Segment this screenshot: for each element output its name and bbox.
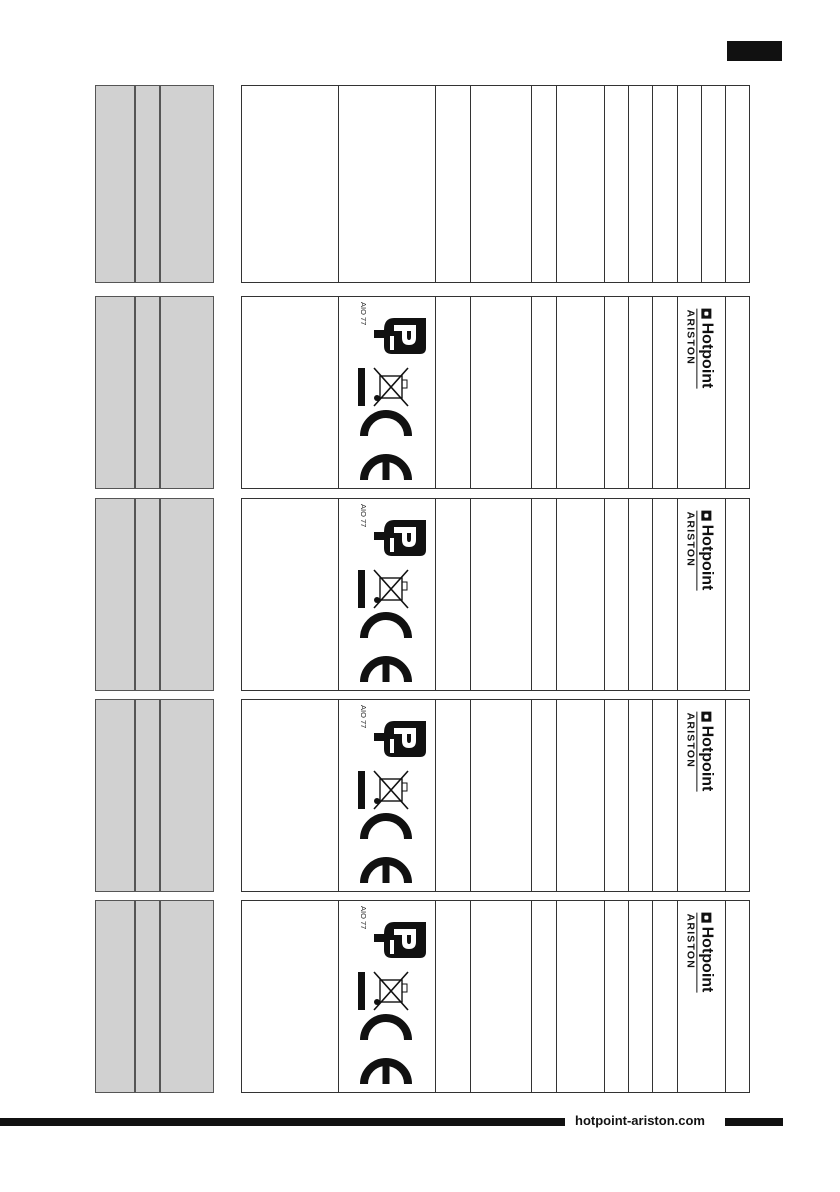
- hotpoint-square-icon: [702, 308, 712, 318]
- hotpoint-square-icon: [702, 711, 712, 721]
- data-table: [241, 498, 750, 691]
- gray-stripe-mid: [160, 498, 214, 691]
- weee-crossed-bin-icon: [356, 566, 414, 612]
- gray-stripe-wide: [95, 699, 135, 892]
- logo-name: Hotpoint: [698, 926, 716, 992]
- logo-name: Hotpoint: [698, 725, 716, 791]
- pct-code: AIO 77: [359, 705, 368, 729]
- gray-stripe-wide: [95, 498, 135, 691]
- data-table: [241, 900, 750, 1093]
- language-tab: [727, 41, 782, 61]
- logo-sub: ARISTON: [685, 308, 698, 388]
- gray-stripe-narrow: [135, 296, 160, 489]
- footer-bar-left: [0, 1118, 565, 1126]
- hotpoint-ariston-logo: [683, 902, 717, 1002]
- pct-certification-icon: [370, 715, 430, 759]
- weee-crossed-bin-icon: [356, 364, 414, 410]
- gray-stripe-narrow: [135, 900, 160, 1093]
- gray-stripe-wide: [95, 900, 135, 1093]
- weee-crossed-bin-icon: [356, 968, 414, 1014]
- hotpoint-ariston-logo: [683, 500, 717, 600]
- pct-code: AIO 77: [359, 504, 368, 528]
- weee-crossed-bin-icon: [356, 767, 414, 813]
- hotpoint-ariston-logo: [683, 701, 717, 801]
- footer-bar-right: [725, 1118, 783, 1126]
- logo-sub: ARISTON: [685, 912, 698, 992]
- gray-stripe-narrow: [135, 699, 160, 892]
- gray-stripe-wide: [95, 85, 135, 283]
- hotpoint-square-icon: [702, 510, 712, 520]
- gray-stripe-narrow: [135, 85, 160, 283]
- logo-name: Hotpoint: [698, 322, 716, 388]
- pct-certification-icon: [370, 514, 430, 558]
- gray-stripe-wide: [95, 296, 135, 489]
- data-table: [241, 85, 750, 283]
- gray-stripe-mid: [160, 85, 214, 283]
- gray-stripe-narrow: [135, 498, 160, 691]
- logo-sub: ARISTON: [685, 510, 698, 590]
- pct-certification-icon: [370, 312, 430, 356]
- logo-name: Hotpoint: [698, 524, 716, 590]
- data-table: [241, 699, 750, 892]
- footer-url[interactable]: hotpoint-ariston.com: [575, 1113, 705, 1128]
- pct-code: AIO 77: [359, 906, 368, 930]
- hotpoint-ariston-logo: [683, 298, 717, 398]
- gray-stripe-mid: [160, 900, 214, 1093]
- data-table: [241, 296, 750, 489]
- logo-sub: ARISTON: [685, 711, 698, 791]
- pct-certification-icon: [370, 916, 430, 960]
- pct-code: AIO 77: [359, 302, 368, 326]
- gray-stripe-mid: [160, 296, 214, 489]
- hotpoint-square-icon: [702, 912, 712, 922]
- gray-stripe-mid: [160, 699, 214, 892]
